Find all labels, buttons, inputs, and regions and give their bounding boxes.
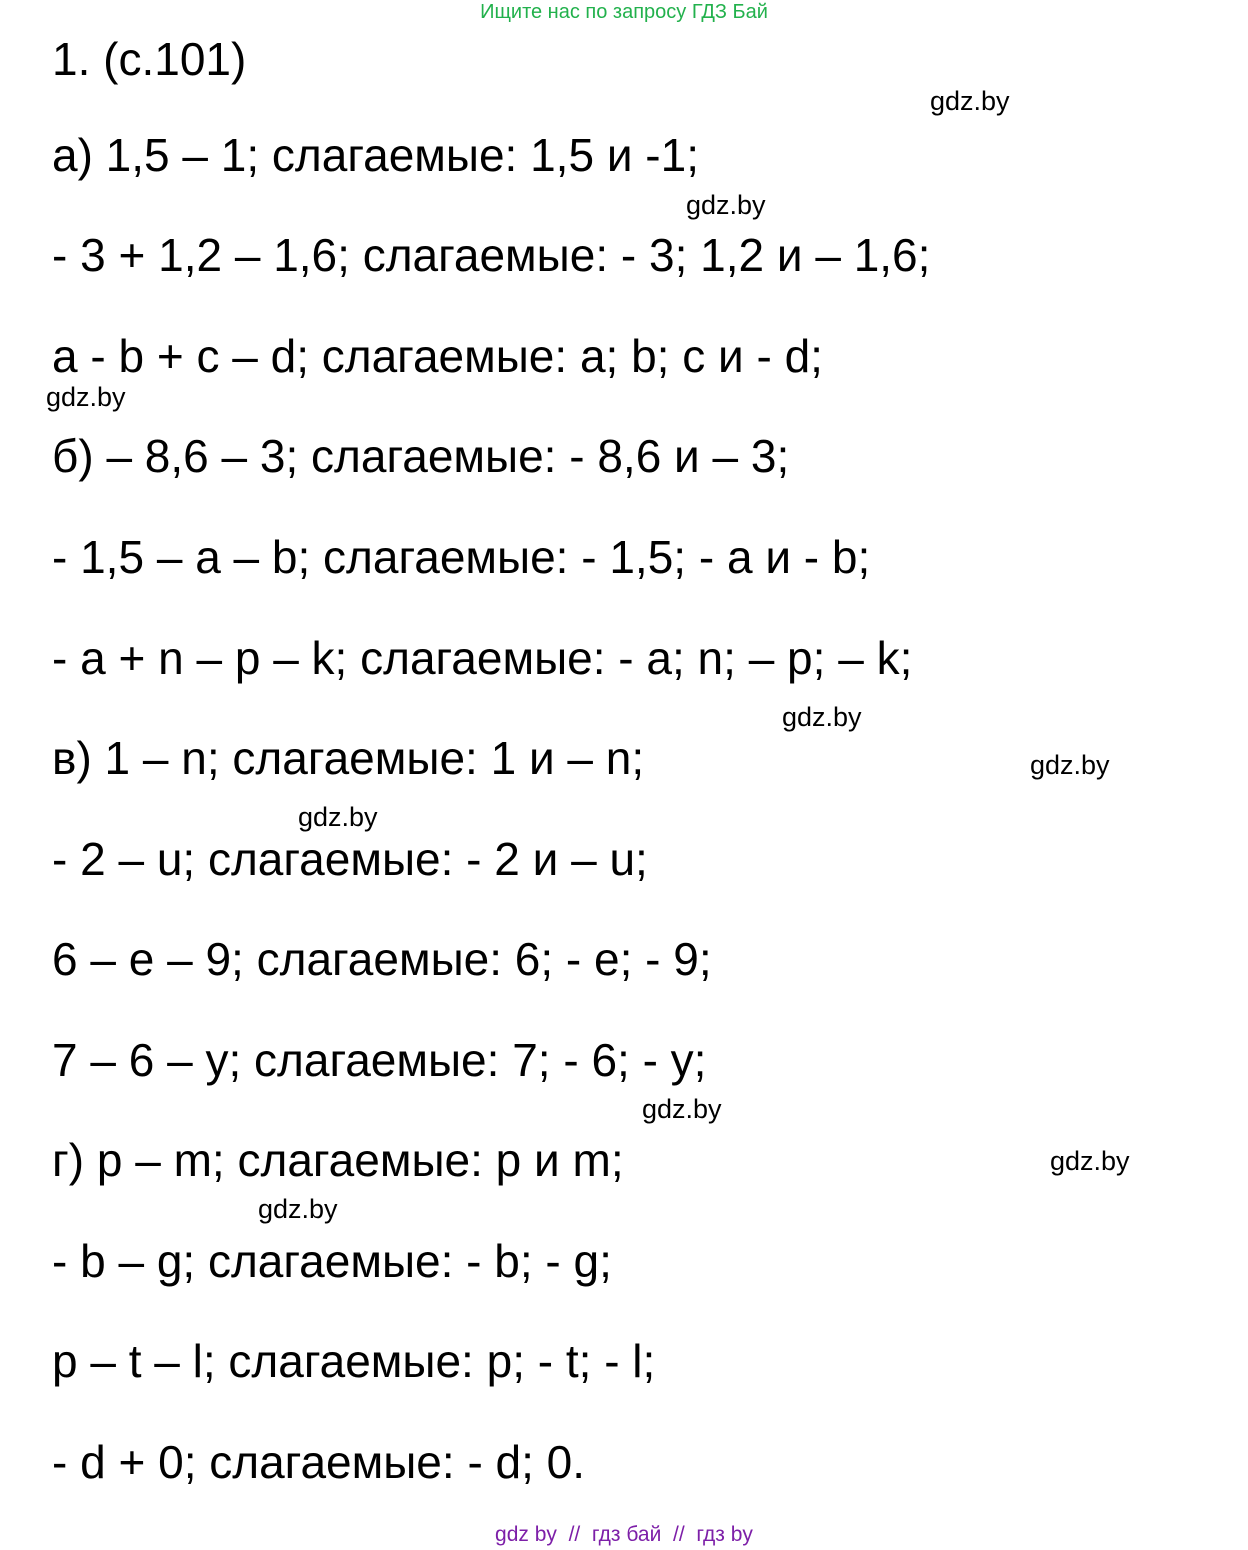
solution-line-v3: 6 – e – 9; слагаемые: 6; - e; - 9; — [52, 933, 712, 985]
watermark: gdz.by — [686, 190, 766, 220]
solution-line-g1: г) p – m; слагаемые: p и m; — [52, 1134, 624, 1186]
watermark: gdz.by — [46, 382, 126, 412]
watermark: gdz.by — [1050, 1146, 1130, 1176]
solution-line-a2: - 3 + 1,2 – 1,6; слагаемые: - 3; 1,2 и – 1,6; — [52, 229, 931, 281]
solution-line-a3: a - b + c – d; слагаемые: a; b; c и - d; — [52, 330, 823, 382]
watermark: gdz.by — [930, 86, 1010, 116]
solution-line-v2: - 2 – u; слагаемые: - 2 и – u; — [52, 833, 648, 885]
search-banner: Ищите нас по запросу ГДЗ Бай — [480, 1, 768, 23]
solution-line-g3: p – t – l; слагаемые: p; - t; - l; — [52, 1335, 656, 1387]
solution-line-a1: а) 1,5 – 1; слагаемые: 1,5 и -1; — [52, 129, 699, 181]
watermark: gdz.by — [258, 1194, 338, 1224]
solution-line-g4: - d + 0; слагаемые: - d; 0. — [52, 1436, 586, 1488]
watermark: gdz.by — [1030, 750, 1110, 780]
solution-line-v4: 7 – 6 – y; слагаемые: 7; - 6; - y; — [52, 1034, 707, 1086]
footer-links: gdz by // гдз бай // гдз by — [495, 1523, 753, 1546]
exercise-heading: 1. (с.101) — [52, 33, 247, 85]
solution-line-g2: - b – g; слагаемые: - b; - g; — [52, 1235, 612, 1287]
solution-line-b3: - a + n – p – k; слагаемые: - a; n; – p; – k; — [52, 632, 913, 684]
watermark: gdz.by — [642, 1094, 722, 1124]
solution-line-v1: в) 1 – n; слагаемые: 1 и – n; — [52, 732, 645, 784]
solution-line-b2: - 1,5 – a – b; слагаемые: - 1,5; - a и - b; — [52, 531, 871, 583]
watermark: gdz.by — [782, 702, 862, 732]
watermark: gdz.by — [298, 802, 378, 832]
solution-line-b1: б) – 8,6 – 3; слагаемые: - 8,6 и – 3; — [52, 430, 790, 482]
